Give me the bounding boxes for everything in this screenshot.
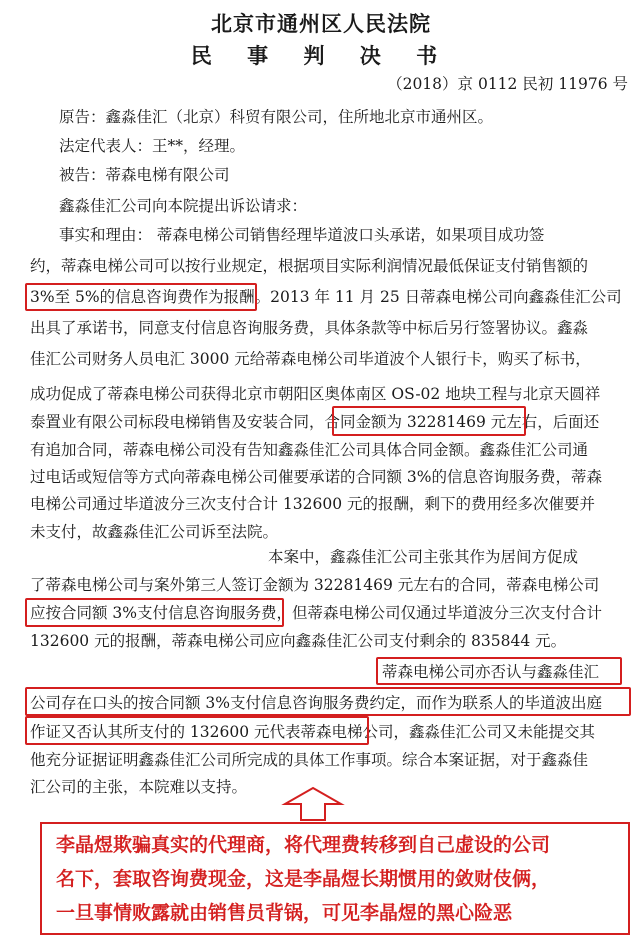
body-line: 公司存在口头的按合同额 3%支付信息咨询服务费约定，而作为联系人的毕道波出庭 — [30, 694, 603, 712]
body-line: 泰置业有限公司标段电梯销售及安装合同，合同金额为 32281469 元左右，后面还 — [30, 413, 600, 431]
claim-intro: 鑫淼佳汇公司向本院提出诉讼请求： — [59, 197, 308, 215]
highlight-box-denial-end — [25, 716, 369, 745]
body-line: 蒂森电梯公司亦否认与鑫淼佳汇 — [382, 663, 600, 681]
annotation-line: 一旦事情败露就由销售员背锅，可见李晶煜的黑心险恶 — [56, 902, 513, 924]
body-line: 未支付，故鑫淼佳汇公司诉至法院。 — [30, 523, 279, 541]
body-line: 作证又否认其所支付的 132600 元代表蒂森电梯公司，鑫淼佳汇公司又未能提交其 — [30, 723, 596, 741]
highlight-box-denial-start — [376, 657, 622, 685]
body-line: 成功促成了蒂森电梯公司获得北京市朝阳区奥体南区 OS-02 地块工程与北京天圆祥 — [30, 385, 601, 403]
body-line: 佳汇公司财务人员电汇 3000 元给蒂森电梯公司毕道波个人银行卡，购买了标书， — [30, 350, 591, 368]
body-line: 本案中，鑫淼佳汇公司主张其作为居间方促成 — [268, 548, 579, 566]
body-line: 汇公司的主张，本院难以支持。 — [30, 778, 248, 796]
body-line: 事实和理由： 蒂森电梯公司销售经理毕道波口头承诺，如果项目成功签 — [59, 226, 545, 244]
body-line: 有追加合同，蒂森电梯公司没有告知鑫淼佳汇公司具体合同金额。鑫淼佳汇公司通 — [30, 441, 589, 459]
annotation-line: 李晶煜欺骗真实的代理商，将代理费转移到自己虚设的公司 — [56, 834, 551, 856]
body-line: 他充分证据证明鑫淼佳汇公司所完成的具体工作事项。综合本案证据，对于鑫淼佳 — [30, 751, 589, 769]
highlight-box-contract-amount — [332, 406, 526, 436]
up-arrow-icon — [281, 786, 345, 822]
body-line: 132600 元的报酬，蒂森电梯公司应向鑫淼佳汇公司支付剩余的 835844 元。 — [30, 632, 567, 650]
body-line: 应按合同额 3%支付信息咨询服务费，但蒂森电梯公司仅通过毕道波分三次支付合计 — [30, 604, 603, 622]
legal-representative-line: 法定代表人：王**，经理。 — [59, 137, 246, 155]
plaintiff-line: 原告：鑫淼佳汇（北京）科贸有限公司，住所地北京市通州区。 — [59, 108, 494, 126]
body-line: 出具了承诺书，同意支付信息咨询服务费，具体条款等中标后另行签署协议。鑫淼 — [30, 319, 589, 337]
body-line: 了蒂森电梯公司与案外第三人签订金额为 32281469 元左右的合同，蒂森电梯公司 — [30, 576, 600, 594]
document-title: 民 事 判 决 书 — [190, 44, 452, 68]
body-line: 过电话或短信等方式向蒂森电梯公司催要承诺的合同额 3%的信息咨询服务费，蒂森 — [30, 468, 603, 486]
defendant-line: 被告：蒂森电梯有限公司 — [59, 166, 230, 184]
annotation-callout — [40, 822, 630, 935]
case-number: （2018）京 0112 民初 11976 号 — [387, 75, 628, 93]
court-name: 北京市通州区人民法院 — [211, 12, 431, 36]
highlight-box-denial-middle — [25, 687, 631, 716]
body-line: 电梯公司通过毕道波分三次支付合计 132600 元的报酬，剩下的费用经多次催要并 — [30, 495, 596, 513]
body-line: 约，蒂森电梯公司可以按行业规定，根据项目实际利润情况最低保证支付销售额的 — [30, 257, 589, 275]
annotation-line: 名下，套取咨询费现金，这是李晶煜长期惯用的敛财伎俩， — [56, 868, 551, 890]
highlight-box-fee-range — [25, 283, 257, 311]
highlight-box-fee-obligation — [25, 598, 284, 627]
body-line: 3%至 5%的信息咨询费作为报酬。2013 年 11 月 25 日蒂森电梯公司向鑫淼佳汇公司 — [30, 288, 622, 306]
